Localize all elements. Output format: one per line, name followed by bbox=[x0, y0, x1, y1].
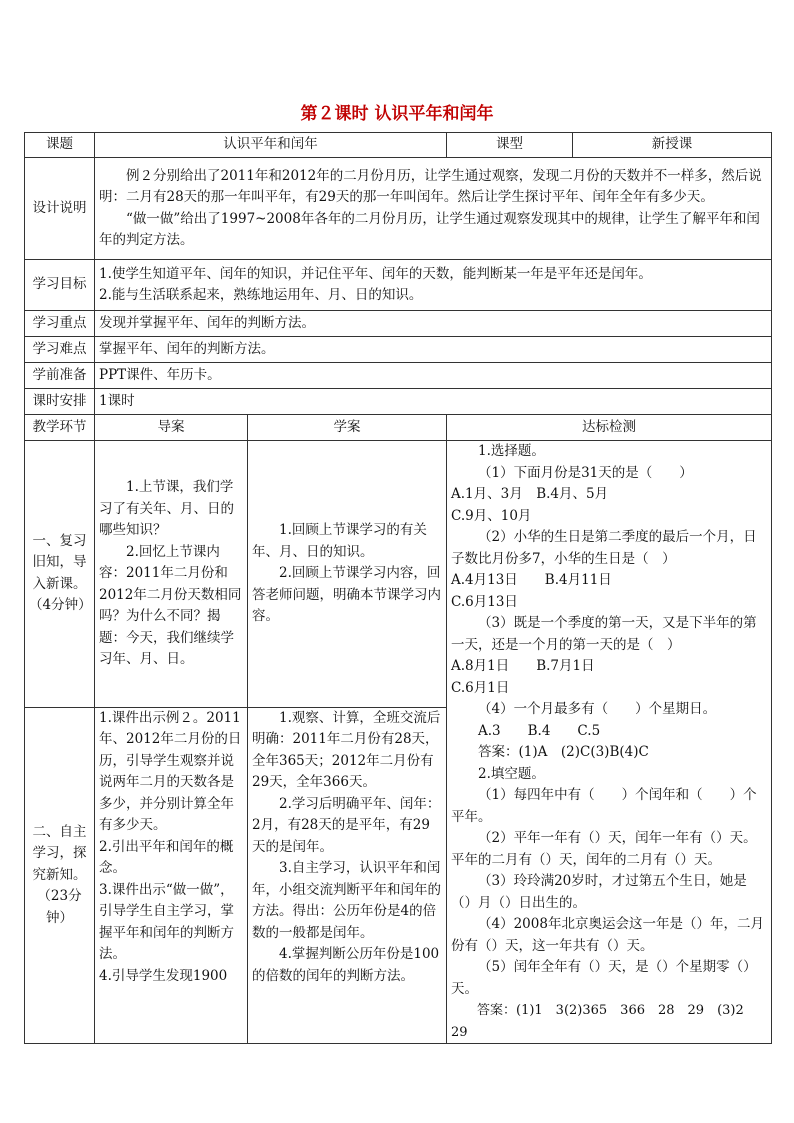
topic-value: 认识平年和闰年 bbox=[95, 133, 447, 158]
time-value: 1课时 bbox=[95, 389, 772, 415]
design-paragraph: 例２分别给出了2011年和2012年的二月份月历，让学生通过观察，发现二月份的天数并不一样多，然后说明：二月有28天的那一年叫平年，有29天的那一年叫闰年。然后让学生探讨平年、闰年全年有多少天。 bbox=[99, 167, 762, 205]
focus-value: 发现并掌握平年、闰年的判断方法。 bbox=[95, 311, 772, 337]
check-line: A.4月13日 B.4月11日 bbox=[451, 572, 612, 588]
study-item: 2.回顾上节课学习内容，回答老师问题，明确本节课学习内容。 bbox=[252, 565, 441, 625]
check-line: A.3 B.4 C.5 bbox=[478, 722, 601, 739]
section2-guide bbox=[95, 707, 248, 1043]
lesson-plan-table bbox=[24, 132, 772, 1044]
row-time bbox=[25, 389, 772, 415]
goals-label: 学习目标 bbox=[25, 260, 95, 311]
difficulty-label: 学习难点 bbox=[25, 337, 95, 363]
study-item: 1.观察、计算，全班交流后明确：2011年二月份有28天，全年365天；2012年二月份有29天，全年366天。 bbox=[252, 709, 441, 791]
goal-item: 2.能与生活联系起来，熟练地运用年、月、日的知识。 bbox=[99, 287, 423, 303]
study-item: 2.学习后明确平年、闰年：2月，有28天的是平年，有29天的是闰年。 bbox=[252, 795, 441, 855]
row-focus bbox=[25, 311, 772, 337]
study-item: 3.自主学习，认识平年和闰年，小组交流判断平年和闰年的方法。得出：公历年份是4的倍数的一般都是闰年。 bbox=[252, 860, 441, 941]
prep-label: 学前准备 bbox=[25, 363, 95, 389]
check-content bbox=[447, 441, 772, 1044]
design-paragraph: “做一做”给出了1997~2008年各年的二月份月历，让学生通过观察发现其中的规律，让学生了解平年和闰年的判定方法。 bbox=[99, 210, 760, 248]
column-header-check: 达标检测 bbox=[447, 415, 772, 441]
check-line: 2.填空题。 bbox=[478, 765, 545, 782]
section1-stage: 一、复习旧知，导入新课。（4分钟） bbox=[25, 441, 95, 708]
time-label: 课时安排 bbox=[25, 389, 95, 415]
guide-item: 2.引出平年和闰年的概念。 bbox=[99, 838, 234, 877]
row-goals bbox=[25, 260, 772, 311]
goal-item: 1.使学生知道平年、闰年的知识，并记住平年、闰年的天数，能判断某一年是平年还是闰年。 bbox=[99, 265, 652, 282]
check-answer: 答案：(1)A (2)C(3)B(4)C bbox=[478, 744, 649, 760]
section1-study bbox=[248, 441, 447, 708]
guide-item: 2.回忆上节课内容：2011年二月份和2012年二月份天数相同吗？为什么不同？揭题：今天，我们继续学习年、月、日。 bbox=[99, 543, 242, 668]
check-answer: 答案：(1)1 3(2)365 366 28 29 (3)2 29 bbox=[451, 1003, 757, 1040]
guide-item: 1.上节课，我们学习了有关年、月、日的哪些知识？ bbox=[99, 479, 234, 539]
check-line: C.6月1日 bbox=[451, 679, 510, 696]
check-line: （2）平年一年有（）天，闰年一年有（）天。平年的二月有（）天，闰年的二月有（）天。 bbox=[451, 830, 757, 868]
check-line: （5）闰年全年有（）天，是（）个星期零（）天。 bbox=[451, 959, 757, 997]
check-line: （2）小华的生日是第二季度的最后一个月，日子数比月份多7，小华的生日是（ ） bbox=[451, 529, 757, 567]
type-value: 新授课 bbox=[573, 133, 772, 158]
focus-label: 学习重点 bbox=[25, 311, 95, 337]
check-line: 1.选择题。 bbox=[478, 443, 545, 459]
type-label: 课型 bbox=[447, 133, 573, 158]
check-line: （3）玲玲满20岁时，才过第五个生日，她是（）月（）日出生的。 bbox=[451, 873, 747, 911]
check-line: （1）每四年中有（ ）个闰年和（ ）个平年。 bbox=[451, 787, 757, 825]
guide-item: 1.课件出示例２。2011年、2012年二月份的日历，引导学生观察并说说两年二月的天数各是多少，并分别计算全年有多少天。 bbox=[99, 709, 242, 834]
design-content bbox=[95, 158, 772, 260]
column-header-guide: 导案 bbox=[95, 415, 248, 441]
section1-guide bbox=[95, 441, 248, 708]
row-design bbox=[25, 158, 772, 260]
goals-content bbox=[95, 260, 772, 311]
check-line: （4）2008年北京奥运会这一年是（）年，二月份有（）天，这一年共有（）天。 bbox=[451, 916, 764, 954]
prep-value: PPT课件、年历卡。 bbox=[95, 363, 772, 389]
topic-label: 课题 bbox=[25, 133, 95, 158]
section2-study bbox=[248, 707, 447, 1043]
guide-item: 4.引导学生发现1900 bbox=[99, 967, 228, 984]
study-item: 1.回顾上节课学习的有关年、月、日的知识。 bbox=[252, 522, 427, 560]
row-column-headers bbox=[25, 415, 772, 441]
column-header-stage: 教学环节 bbox=[25, 415, 95, 441]
check-line: A.1月、3月 B.4月、5月 bbox=[451, 486, 609, 502]
section2-stage: 二、自主学习，探究新知。（23分钟） bbox=[25, 707, 95, 1043]
check-line: （1）下面月份是31天的是（ ） bbox=[478, 464, 693, 481]
row-topic bbox=[25, 133, 772, 158]
row-section-1 bbox=[25, 441, 772, 708]
page-title: 第２课时 认识平年和闰年 bbox=[300, 104, 494, 124]
check-line: C.9月、10月 bbox=[451, 507, 532, 524]
check-line: （4）一个月最多有（ ）个星期日。 bbox=[478, 701, 717, 717]
row-difficulty bbox=[25, 337, 772, 363]
column-header-study: 学案 bbox=[248, 415, 447, 441]
check-line: A.8月1日 B.7月1日 bbox=[451, 658, 595, 674]
study-item: 4.掌握判断公历年份是100的倍数的闰年的判断方法。 bbox=[252, 946, 440, 984]
guide-item: 3.课件出示“做一做”，引导学生自主学习，掌握平年和闰年的判断方法。 bbox=[99, 881, 234, 963]
check-line: C.6月13日 bbox=[451, 593, 518, 610]
row-prep bbox=[25, 363, 772, 389]
check-line: （3）既是一个季度的第一天，又是下半年的第一天，还是一个月的第一天的是（ ） bbox=[451, 615, 757, 653]
design-label: 设计说明 bbox=[25, 158, 95, 260]
difficulty-value: 掌握平年、闰年的判断方法。 bbox=[95, 337, 772, 363]
